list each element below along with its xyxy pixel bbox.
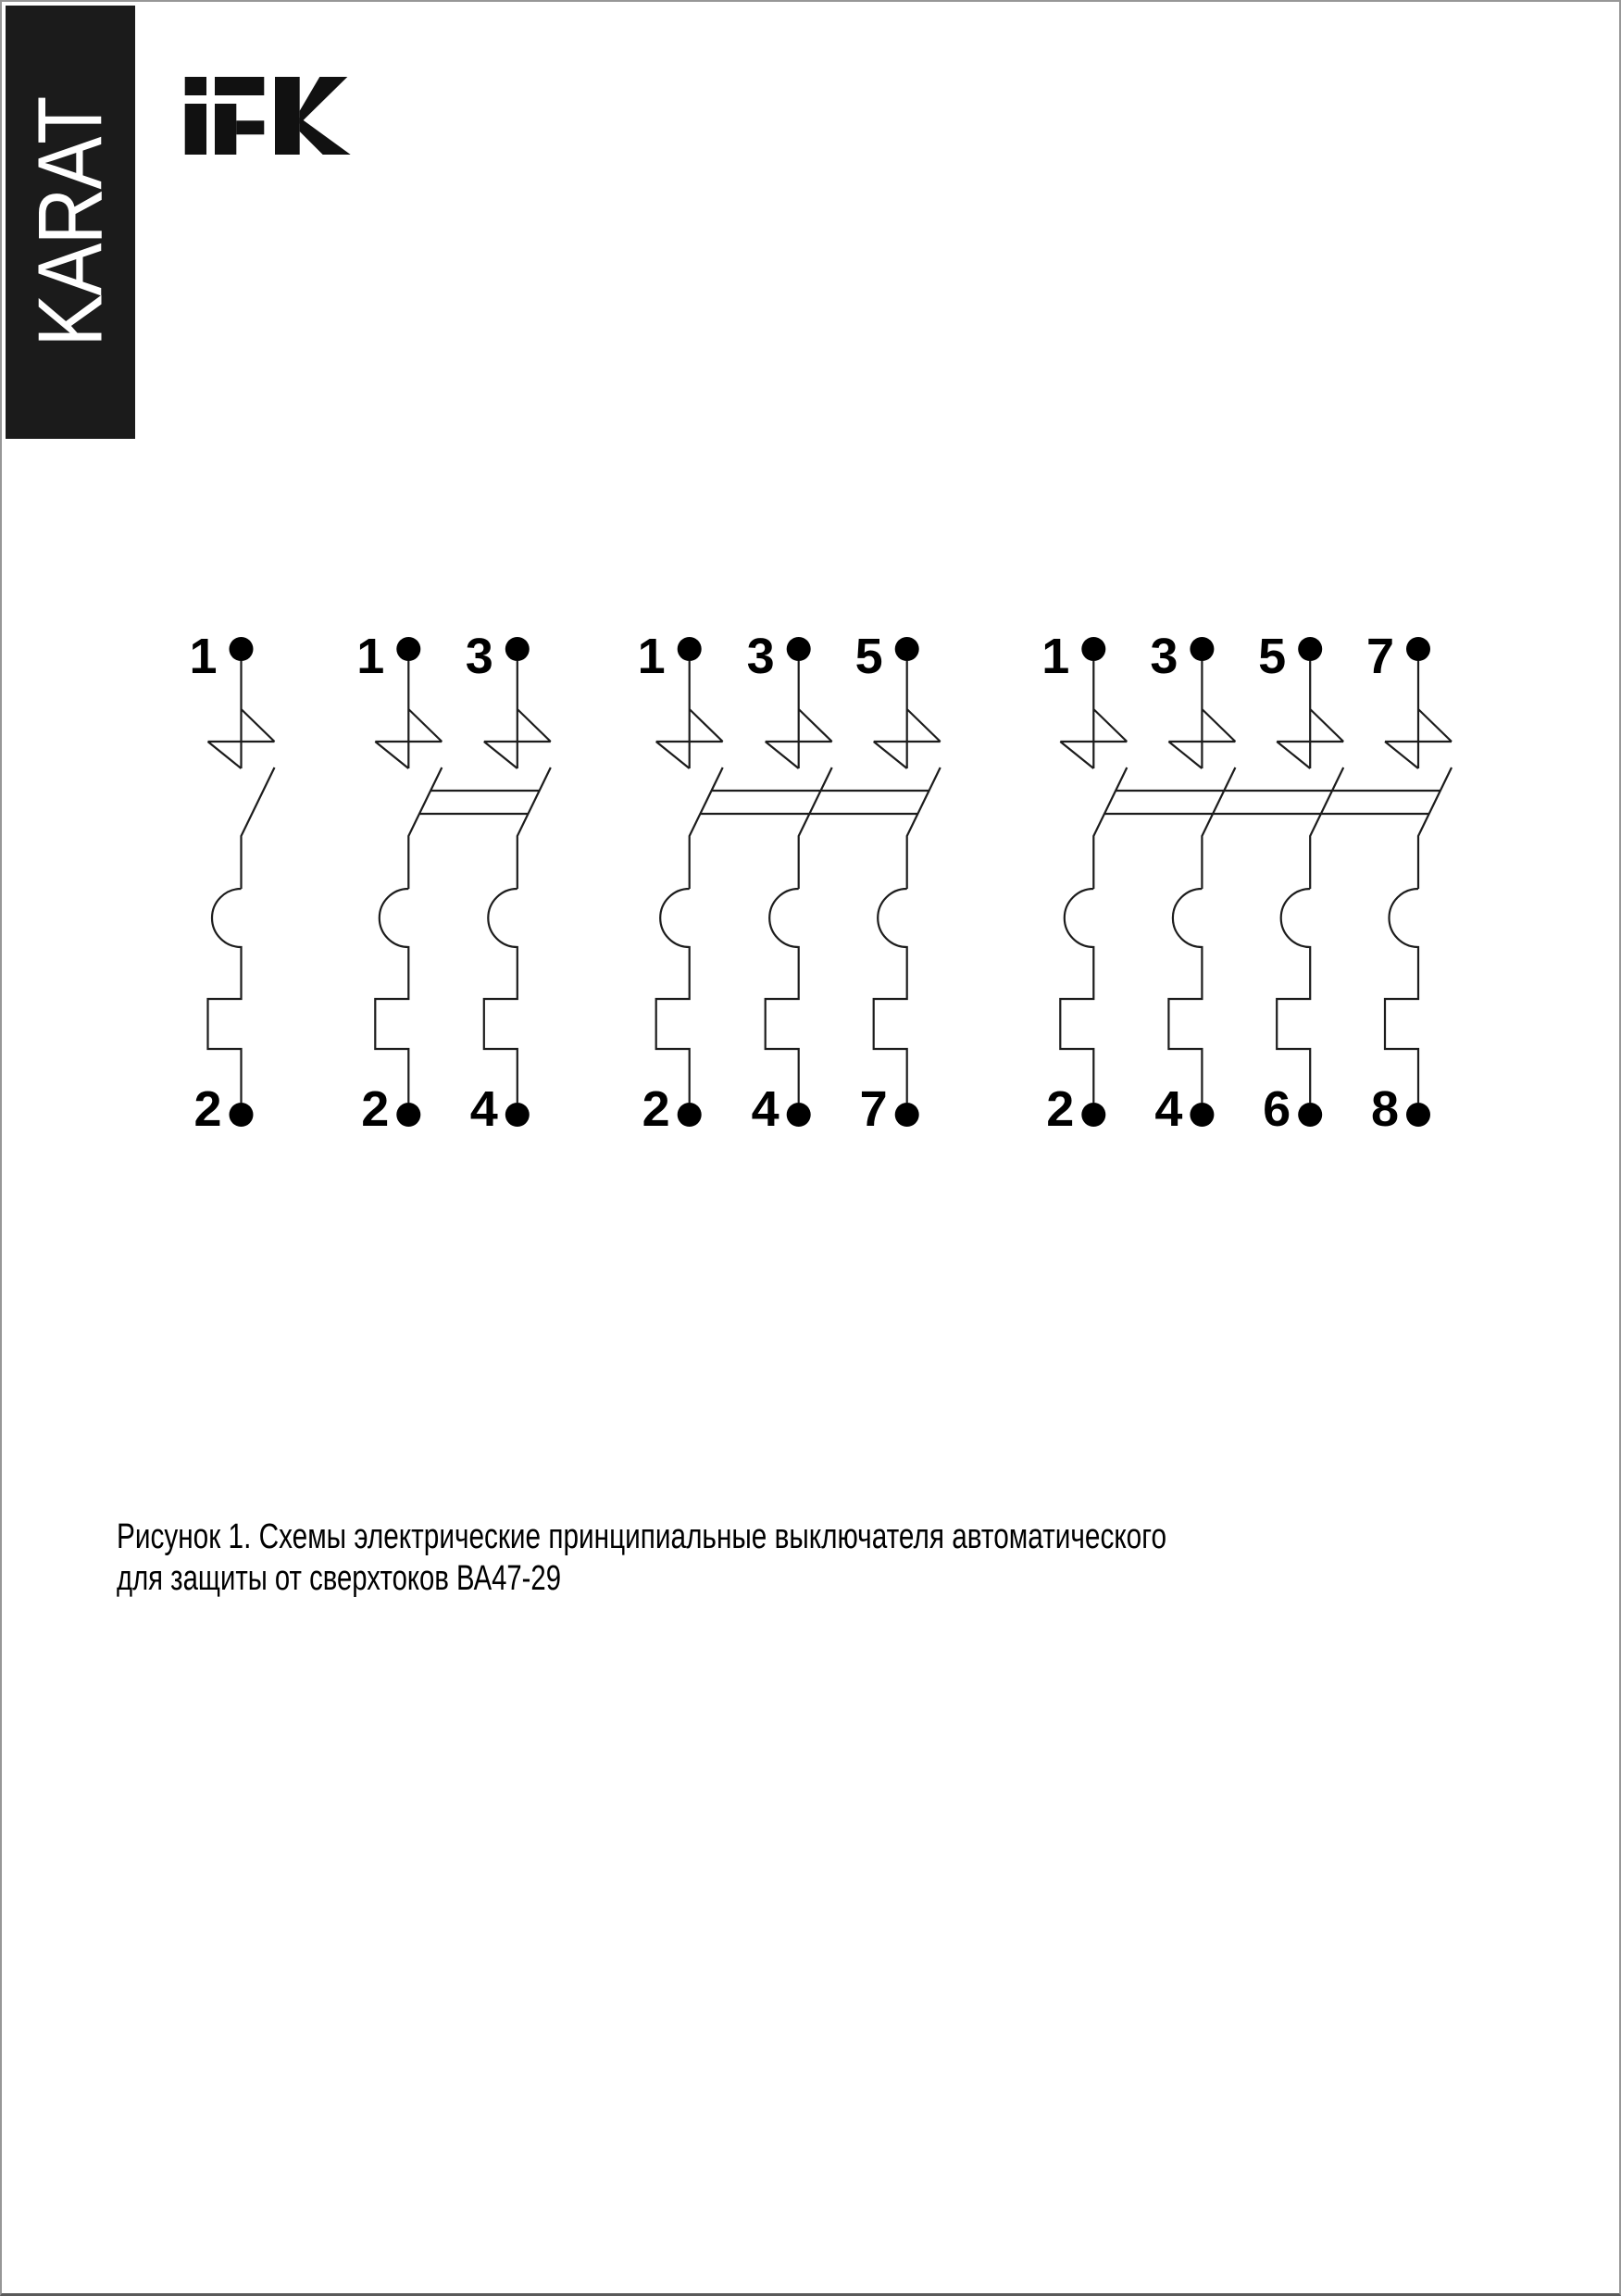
terminal-label-bottom: 4 <box>1154 1081 1183 1137</box>
terminal-label-top: 1 <box>1041 629 1070 684</box>
iek-logo-e-top <box>215 77 264 95</box>
terminal-label-top: 5 <box>854 629 883 684</box>
pole-conductor <box>1385 661 1452 1103</box>
iek-logo-i-stem <box>185 104 206 155</box>
iek-logo-k-arm <box>300 77 348 124</box>
terminal-dot-top <box>505 637 530 661</box>
terminal-dot-bottom <box>1406 1103 1430 1127</box>
iek-logo-e-stem <box>215 104 236 155</box>
terminal-dot-bottom <box>895 1103 919 1127</box>
terminal-label-bottom: 7 <box>859 1081 888 1137</box>
terminal-label-bottom: 4 <box>751 1081 779 1137</box>
terminal-label-bottom: 2 <box>361 1081 390 1137</box>
terminal-dot-top <box>396 637 420 661</box>
karat-brand-label: KARAT <box>19 97 121 347</box>
terminal-label-bottom: 2 <box>1046 1081 1075 1137</box>
figure-canvas <box>2 2 1621 2296</box>
terminal-label-top: 3 <box>465 629 493 684</box>
iek-logo <box>185 77 351 155</box>
terminal-label-bottom: 8 <box>1370 1081 1399 1137</box>
terminal-dot-bottom <box>396 1103 420 1127</box>
pole-conductor <box>1168 661 1235 1103</box>
linkage-bar <box>1104 791 1440 814</box>
terminal-dot-top <box>895 637 919 661</box>
terminal-label-bottom: 2 <box>642 1081 670 1137</box>
terminal-label-top: 5 <box>1258 629 1287 684</box>
terminal-dot-top <box>787 637 811 661</box>
terminal-dot-top <box>1406 637 1430 661</box>
iek-logo-e-mid <box>236 120 264 134</box>
terminal-dot-bottom <box>1081 1103 1105 1127</box>
pole-conductor <box>874 661 941 1103</box>
schematic-4-pole <box>1041 629 1452 1137</box>
pole-conductor <box>484 661 551 1103</box>
terminal-dot-bottom <box>678 1103 702 1127</box>
schematic-1-pole <box>189 629 274 1137</box>
terminal-label-top: 3 <box>746 629 775 684</box>
pole-conductor <box>375 661 442 1103</box>
terminal-dot-bottom <box>505 1103 530 1127</box>
terminal-label-bottom: 4 <box>469 1081 498 1137</box>
schematic-3-pole <box>638 629 941 1137</box>
terminal-dot-bottom <box>787 1103 811 1127</box>
terminal-dot-top <box>1298 637 1322 661</box>
terminal-dot-top <box>1190 637 1214 661</box>
figure-caption <box>117 1516 1228 1600</box>
terminal-label-top: 1 <box>637 629 666 684</box>
terminal-label-top: 3 <box>1150 629 1178 684</box>
terminal-dot-bottom <box>230 1103 254 1127</box>
pole-conductor <box>1277 661 1343 1103</box>
pole-conductor <box>1060 661 1127 1103</box>
terminal-dot-top <box>230 637 254 661</box>
terminal-label-bottom: 2 <box>193 1081 222 1137</box>
iek-logo-i-dot <box>185 77 206 95</box>
terminal-dot-bottom <box>1190 1103 1214 1127</box>
pole-conductor <box>208 661 275 1103</box>
terminal-dot-bottom <box>1298 1103 1322 1127</box>
figure-caption-line2: для защиты от сверхтоков ВА47-29 <box>117 1559 561 1598</box>
terminal-label-top: 1 <box>356 629 385 684</box>
terminal-label-top: 7 <box>1365 629 1394 684</box>
figure-caption-line1: Рисунок 1. Схемы электрические принципиальные выключателя автоматического <box>117 1517 1166 1556</box>
pole-conductor <box>656 661 723 1103</box>
breaker-schematics <box>189 629 1452 1137</box>
pole-conductor <box>766 661 832 1103</box>
terminal-label-top: 1 <box>189 629 218 684</box>
schematic-2-pole <box>356 629 551 1137</box>
linkage-bar <box>419 791 540 814</box>
terminal-label-bottom: 6 <box>1263 1081 1291 1137</box>
terminal-dot-top <box>1081 637 1105 661</box>
iek-logo-k-stem <box>275 77 300 155</box>
iek-logo-k-leg <box>300 118 351 155</box>
terminal-dot-top <box>678 637 702 661</box>
